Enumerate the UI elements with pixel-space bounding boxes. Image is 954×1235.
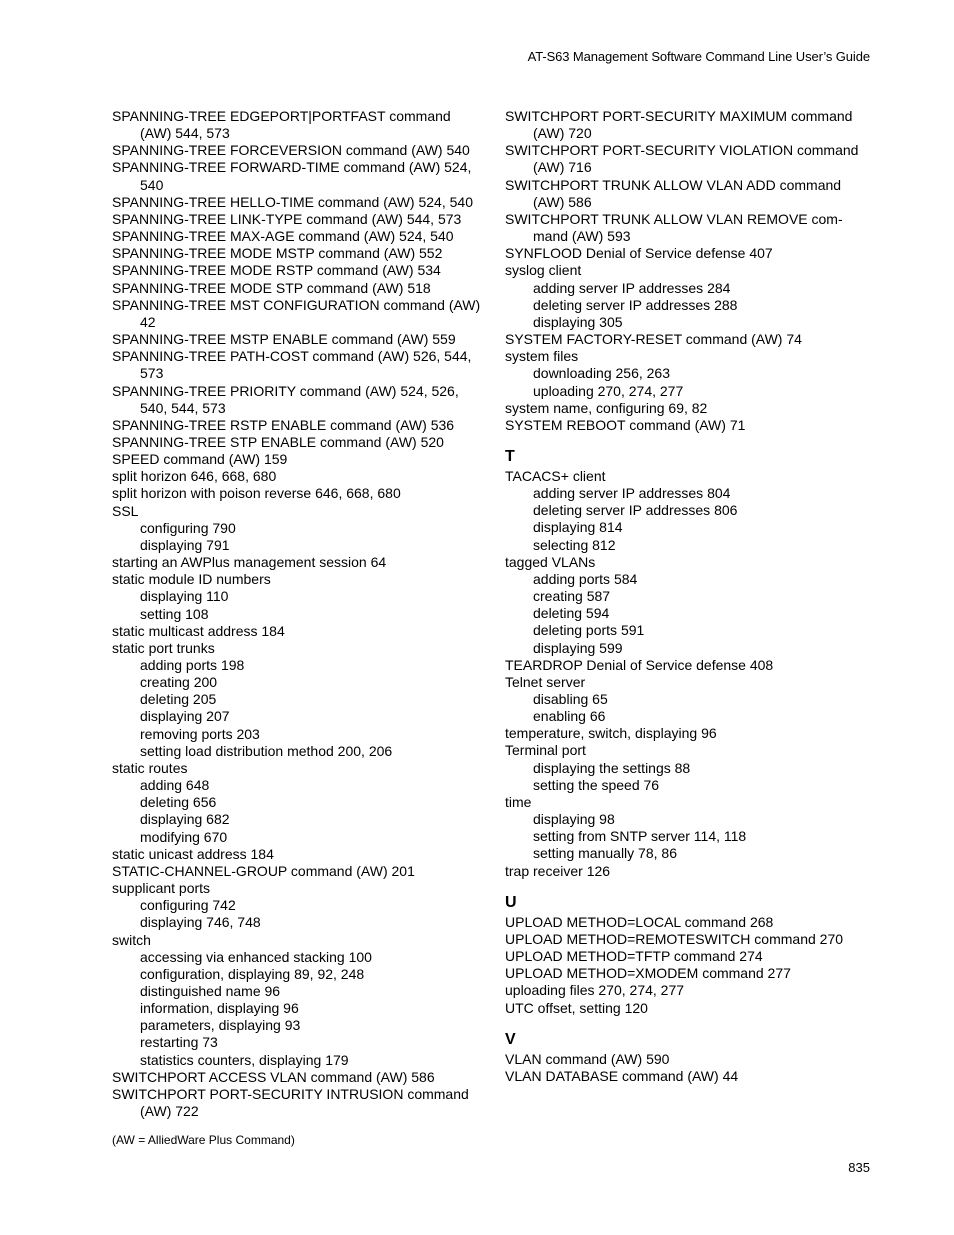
index-entry: static routes	[112, 759, 188, 776]
index-entry: Telnet server	[505, 673, 586, 690]
index-entry: split horizon 646, 668, 680	[112, 468, 277, 485]
index-entry: uploading files 270, 274, 277	[505, 982, 685, 999]
index-entry: SYNFLOOD Denial of Service defense 407	[505, 245, 773, 262]
index-subentry: uploading 270, 274, 277	[533, 382, 684, 399]
index-entry: SWITCHPORT PORT-SECURITY INTRUSION command (AW) 722	[112, 1085, 469, 1120]
index-subentry: displaying 814	[533, 519, 623, 536]
index-subentry: configuring 742	[140, 897, 236, 914]
index-entry: switch	[112, 931, 151, 948]
index-entry: UPLOAD METHOD=XMODEM command 277	[505, 965, 791, 982]
index-entry: UPLOAD METHOD=LOCAL command 268	[505, 913, 774, 930]
index-entry: SPANNING-TREE MAX-AGE command (AW) 524, 540	[112, 228, 454, 245]
footnote: (AW = AlliedWare Plus Command)	[112, 1133, 295, 1147]
index-entry: SPANNING-TREE PRIORITY command (AW) 524, 526, 540, 544, 573	[112, 382, 459, 416]
index-entry: SPANNING-TREE LINK-TYPE command (AW) 544, 573	[112, 210, 462, 227]
index-entry: SPANNING-TREE MODE MSTP command (AW) 552	[112, 245, 443, 262]
index-letter-heading: V	[505, 1030, 516, 1048]
index-subentry: displaying 682	[140, 811, 230, 828]
index-subentry: modifying 670	[140, 828, 228, 845]
index-subentry: displaying 791	[140, 536, 230, 553]
index-subentry: deleting 205	[140, 691, 217, 708]
index-entry: starting an AWPlus management session 64	[112, 554, 387, 571]
index-subentry: distinguished name 96	[140, 982, 281, 999]
index-entry: SWITCHPORT PORT-SECURITY VIOLATION command (AW) 716	[505, 142, 859, 176]
index-subentry: creating 200	[140, 674, 218, 691]
index-letter-heading: T	[505, 447, 515, 465]
index-entry: tagged VLANs	[505, 553, 596, 570]
index-entry: SYSTEM REBOOT command (AW) 71	[505, 416, 746, 433]
index-entry: UPLOAD METHOD=REMOTESWITCH command 270	[505, 930, 844, 947]
index-entry: VLAN DATABASE command (AW) 44	[505, 1067, 739, 1084]
index-entry: static module ID numbers	[112, 571, 271, 588]
index-entry: time	[505, 793, 532, 810]
index-entry: system files	[505, 348, 579, 365]
index-subentry: information, displaying 96	[140, 1000, 299, 1017]
index-subentry: setting the speed 76	[533, 776, 660, 793]
index-subentry: removing ports 203	[140, 725, 260, 742]
index-entry: SPANNING-TREE MODE STP command (AW) 518	[112, 279, 431, 296]
index-subentry: restarting 73	[140, 1034, 218, 1051]
index-entry: SPANNING-TREE HELLO-TIME command (AW) 524, 540	[112, 193, 473, 210]
index-entry: UTC offset, setting 120	[505, 999, 648, 1016]
index-entry: SPEED command (AW) 159	[112, 451, 288, 468]
index-subentry: accessing via enhanced stacking 100	[140, 948, 372, 965]
page-number: 835	[848, 1160, 870, 1175]
index-entry: static port trunks	[112, 639, 215, 656]
index-subentry: parameters, displaying 93	[140, 1017, 301, 1034]
index-subentry: adding server IP addresses 804	[533, 485, 731, 502]
index-entry: SWITCHPORT ACCESS VLAN command (AW) 586	[112, 1068, 435, 1085]
index-subentry: deleting server IP addresses 806	[533, 502, 738, 519]
index-subentry: configuration, displaying 89, 92, 248	[140, 965, 365, 982]
index-entry: VLAN command (AW) 590	[505, 1050, 670, 1067]
index-entry: temperature, switch, displaying 96	[505, 725, 717, 742]
index-column-left	[112, 108, 484, 1120]
index-entry: SSL	[112, 502, 139, 519]
index-subentry: displaying 98	[533, 811, 615, 828]
index-subentry: setting load distribution method 200, 206	[140, 742, 393, 759]
index-subentry: setting from SNTP server 114, 118	[533, 828, 747, 845]
index-subentry: displaying 746, 748	[140, 914, 261, 931]
index-subentry: deleting 594	[533, 605, 610, 622]
index-subentry: adding ports 584	[533, 570, 638, 587]
index-entry: Terminal port	[505, 742, 586, 759]
index-entry: SPANNING-TREE FORWARD-TIME command (AW) 524, 540	[112, 159, 472, 193]
index-entry: STATIC-CHANNEL-GROUP command (AW) 201	[112, 862, 415, 879]
index-subentry: displaying 207	[140, 708, 230, 725]
index-subentry: configuring 790	[140, 519, 236, 536]
index-subentry: enabling 66	[533, 708, 606, 725]
index-entry: SWITCHPORT TRUNK ALLOW VLAN REMOVE com-mand (AW) 593	[505, 210, 843, 245]
index-entry: syslog client	[505, 262, 582, 279]
index-subentry: adding 648	[140, 777, 210, 794]
index-entry: SPANNING-TREE FORCEVERSION command (AW) 540	[112, 142, 470, 159]
index-column-right	[505, 108, 875, 1085]
index-entry: SPANNING-TREE RSTP ENABLE command (AW) 536	[112, 416, 455, 433]
index-subentry: setting manually 78, 86	[533, 845, 677, 862]
index-subentry: deleting 656	[140, 794, 217, 811]
index-entry: system name, configuring 69, 82	[505, 399, 708, 416]
index-entry: static unicast address 184	[112, 845, 274, 862]
index-entry: SWITCHPORT PORT-SECURITY MAXIMUM command (AW) 720	[505, 108, 853, 142]
index-subentry: deleting ports 591	[533, 622, 645, 639]
index-subentry: deleting server IP addresses 288	[533, 296, 738, 313]
index-subentry: displaying 110	[140, 588, 229, 605]
index-subentry: disabling 65	[533, 691, 608, 707]
index-entry: SWITCHPORT TRUNK ALLOW VLAN ADD command (AW) 586	[505, 176, 842, 210]
index-entry: SPANNING-TREE STP ENABLE command (AW) 520	[112, 433, 444, 450]
index-subentry: selecting 812	[533, 536, 616, 553]
index-subentry: adding server IP addresses 284	[533, 279, 731, 296]
index-subentry: setting 108	[140, 605, 209, 622]
index-subentry: statistics counters, displaying 179	[140, 1051, 349, 1068]
index-letter-heading: U	[505, 893, 517, 911]
index-subentry: displaying 305	[533, 313, 623, 330]
index-entry: TACACS+ client	[505, 467, 606, 484]
index-entry: trap receiver 126	[505, 862, 611, 879]
index-entry: SYSTEM FACTORY-RESET command (AW) 74	[505, 331, 802, 348]
index-entry: static multicast address 184	[112, 622, 285, 639]
index-entry: SPANNING-TREE PATH-COST command (AW) 526, 544, 573	[112, 348, 472, 382]
index-subentry: displaying the settings 88	[533, 759, 691, 776]
index-entry: SPANNING-TREE MSTP ENABLE command (AW) 559	[112, 331, 456, 348]
index-subentry: downloading 256, 263	[533, 365, 671, 382]
index-entry: SPANNING-TREE MODE RSTP command (AW) 534	[112, 262, 441, 279]
index-entry: split horizon with poison reverse 646, 668, 680	[112, 485, 401, 502]
index-subentry: adding ports 198	[140, 657, 245, 673]
index-subentry: displaying 599	[533, 639, 623, 656]
index-entry: SPANNING-TREE EDGEPORT|PORTFAST command (AW) 544, 573	[112, 108, 451, 142]
index-subentry: creating 587	[533, 588, 611, 605]
index-entry: SPANNING-TREE MST CONFIGURATION command (AW) 42	[112, 296, 481, 330]
page-header-title: AT-S63 Management Software Command Line User’s Guide	[527, 49, 870, 64]
index-entry: UPLOAD METHOD=TFTP command 274	[505, 948, 763, 965]
index-entry: TEARDROP Denial of Service defense 408	[505, 656, 774, 673]
index-entry: supplicant ports	[112, 880, 211, 897]
